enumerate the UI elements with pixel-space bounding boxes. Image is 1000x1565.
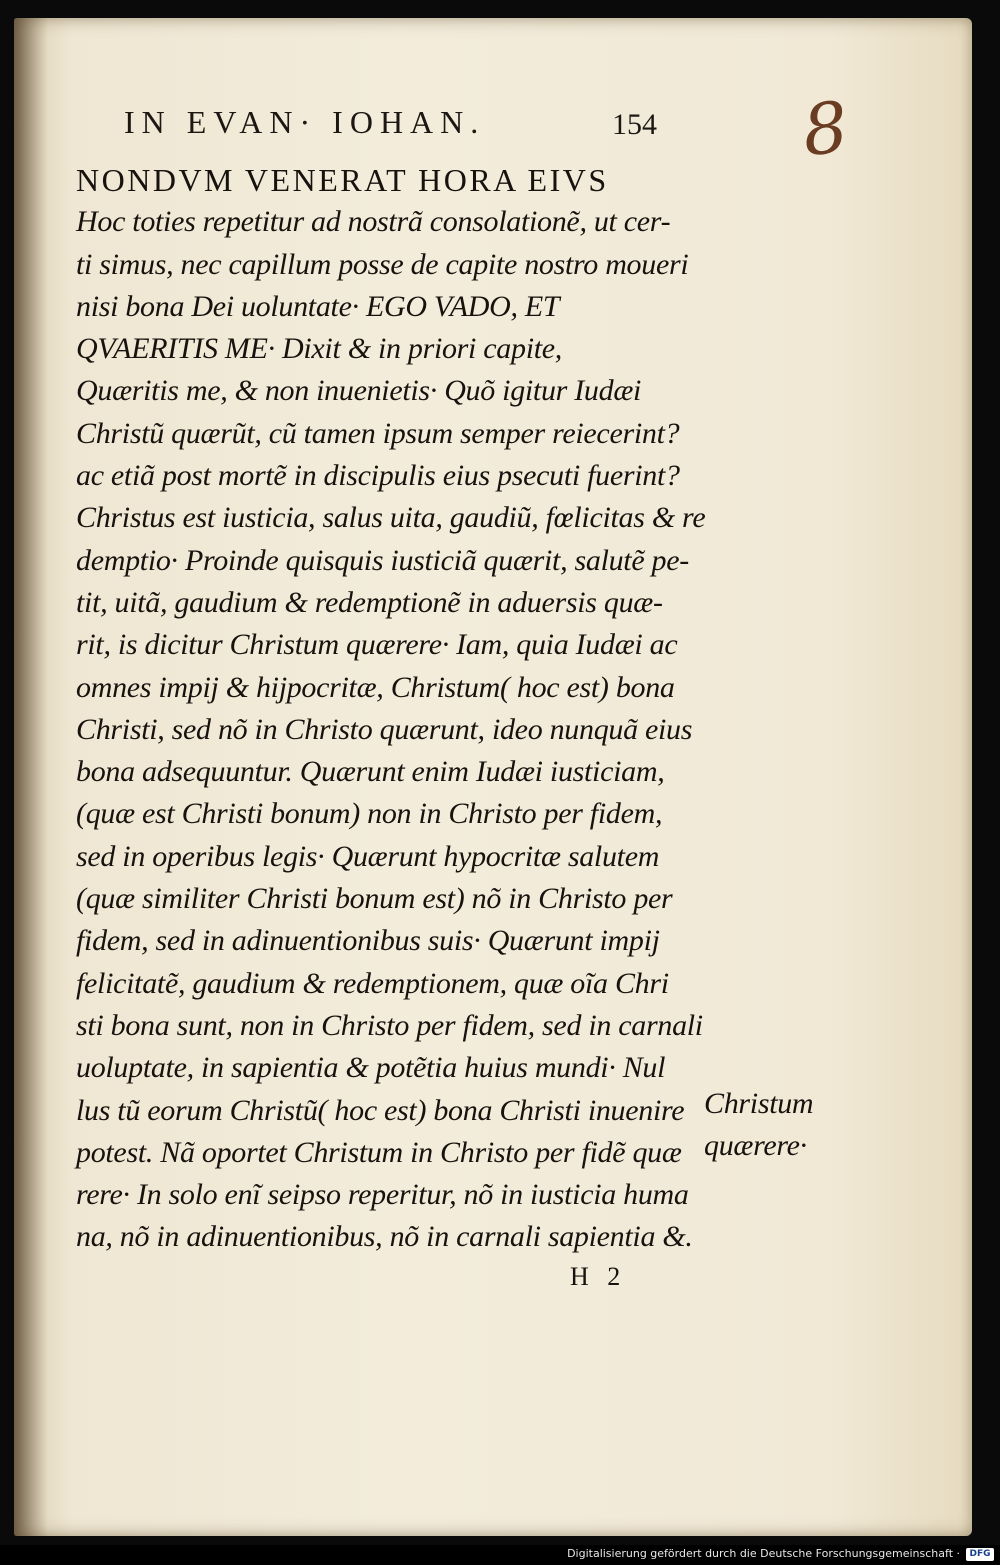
running-head (0, 104, 1000, 154)
text-line: uoluptate, in sapientia & potẽtia huius mundi· Nul (76, 1051, 666, 1085)
text-line: tit, uitã, gaudium & redemptionẽ in aduersis quæ- (76, 585, 663, 619)
text-line: sti bona sunt, non in Christo per fidem, sed in carnali (76, 1008, 703, 1042)
text-line: omnes impij & hijpocritæ, Christum( hoc est) bona (76, 670, 675, 704)
text-line: bona adsequuntur. Quærunt enim Iudæi iusticiam, (76, 755, 665, 789)
text-line: demptio· Proinde quisquis iusticiã quærit, salutẽ pe- (76, 543, 689, 577)
text-line: Christũ quærũt, cũ tamen ipsum semper reiecerint? (76, 416, 680, 450)
text-line: NONDVM VENERAT HORA EIVS (76, 162, 609, 198)
footer-bar (0, 1545, 1000, 1565)
text-line: rit, is dicitur Christum quærere· Iam, quia Iudæi ac (76, 628, 678, 662)
marginal-note (704, 1083, 864, 1168)
page-number: 154 (612, 108, 657, 141)
text-line: Christus est iusticia, salus uita, gaudiũ, fœlicitas & re (76, 501, 706, 535)
signature-mark: H 2 (570, 1262, 627, 1291)
text-line: ti simus, nec capillum posse de capite nostro moueri (76, 247, 689, 281)
page-gutter-shadow (14, 18, 48, 1536)
running-title: IN EVAN· IOHAN. (124, 104, 486, 140)
text-line: rere· In solo enĩ seipso reperitur, nõ in iusticia huma (76, 1178, 689, 1212)
text-line: lus tũ eorum Christũ( hoc est) bona Christi inuenire (76, 1093, 685, 1127)
text-line: (quæ est Christi bonum) non in Christo per fidem, (76, 797, 663, 831)
marginal-note-line: Christum (704, 1087, 814, 1120)
marginal-note-line: quærere· (704, 1129, 807, 1163)
text-line: (quæ similiter Christi bonum est) nõ in Christo per (76, 882, 673, 916)
text-line: nisi bona Dei uoluntate· EGO VADO, ET (76, 289, 560, 323)
text-line: fidem, sed in adinuentionibus suis· Quærunt impij (76, 924, 660, 958)
text-line: Christi, sed nõ in Christo quærunt, ideo nunquã eius (76, 712, 693, 746)
handwritten-folio-number: 8 (798, 85, 852, 173)
funding-credit: Digitalisierung gefördert durch die Deutsche Forschungsgemeinschaft · (567, 1547, 960, 1560)
text-line: Hoc toties repetitur ad nostrã consolationẽ, ut cer- (76, 205, 671, 239)
text-line: na, nõ in adinuentionibus, nõ in carnali sapientia &. (76, 1220, 693, 1254)
text-line: potest. Nã oportet Christum in Christo per fidẽ quæ (76, 1135, 682, 1169)
body-text (76, 159, 716, 1259)
text-line: felicitatẽ, gaudium & redemptionem, quæ oĩa Chri (76, 966, 669, 1000)
text-line: Quæritis me, & non inuenietis· Quõ igitur Iudæi (76, 374, 642, 408)
text-line: ac etiã post mortẽ in discipulis eius psecuti fuerint? (76, 459, 680, 493)
text-line: QVAERITIS ME· Dixit & in priori capite, (76, 332, 562, 366)
dfg-logo: DFG (966, 1548, 994, 1561)
text-line: sed in operibus legis· Quærunt hypocritæ salutem (76, 839, 660, 873)
